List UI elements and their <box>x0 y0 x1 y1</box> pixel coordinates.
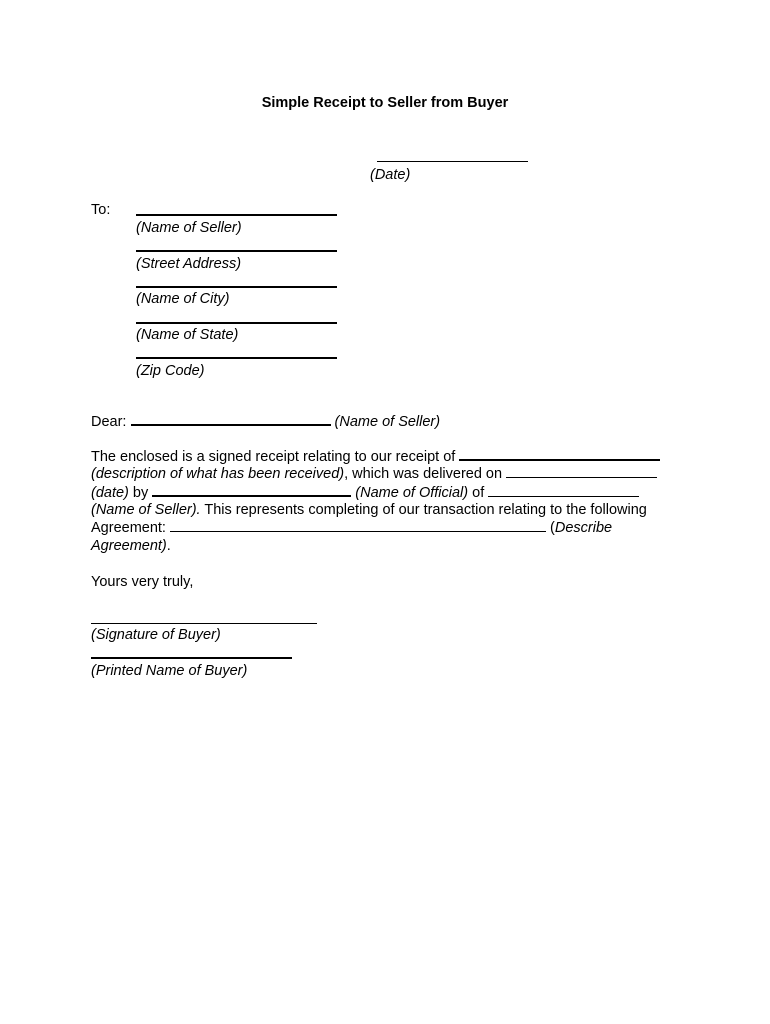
printed-name-caption: (Printed Name of Buyer) <box>91 663 248 679</box>
body-line-4 <box>91 501 691 519</box>
street-address-caption: (Street Address) <box>136 256 242 272</box>
official-caption: (Name of Official) <box>355 485 469 501</box>
official-blank <box>152 483 351 497</box>
body-text-1: The enclosed is a signed receipt relating to our receipt of <box>91 449 456 465</box>
closing: Yours very truly, <box>91 574 194 590</box>
of-text: of <box>468 485 485 501</box>
to-label: To: <box>91 202 111 218</box>
state-caption: (Name of State) <box>136 327 239 343</box>
zip-line <box>136 357 337 359</box>
agreement-blank <box>170 519 546 532</box>
dear-label: Dear: <box>91 414 127 430</box>
signature-line <box>91 623 317 624</box>
seller-italic-caption: (Name of Seller). <box>91 502 201 518</box>
date-caption: (Date) <box>370 167 411 183</box>
city-line <box>136 286 337 288</box>
agreement-label: Agreement: <box>91 520 166 536</box>
of-blank <box>488 484 639 497</box>
paren-open: ( <box>546 520 555 536</box>
city-caption: (Name of City) <box>136 291 230 307</box>
body-line-3 <box>91 483 691 502</box>
dear-blank <box>131 412 331 426</box>
describe-caption: Describe <box>554 520 613 536</box>
dear-caption: (Name of Seller) <box>334 414 441 430</box>
body-text-4: This represents completing of our transaction relating to the following <box>200 502 647 518</box>
received-description-caption: (description of what has been received) <box>91 466 345 482</box>
received-blank <box>459 447 660 461</box>
document-title: Simple Receipt to Seller from Buyer <box>261 95 509 111</box>
body-text-2: , which was delivered on <box>344 466 503 482</box>
agreement-italic-caption: Agreement) <box>91 538 167 554</box>
body-line-1 <box>91 447 691 466</box>
by-text: by <box>128 485 149 501</box>
date-line <box>377 161 528 162</box>
street-address-line <box>136 250 337 252</box>
seller-name-caption: (Name of Seller) <box>136 220 242 236</box>
seller-name-line <box>136 214 337 216</box>
printed-name-line <box>91 657 292 659</box>
date-italic-caption: (date) <box>91 485 129 501</box>
signature-caption: (Signature of Buyer) <box>91 627 221 643</box>
state-line <box>136 322 337 324</box>
zip-caption: (Zip Code) <box>136 363 205 379</box>
body-line-5 <box>91 519 691 537</box>
body-line-2 <box>91 465 691 483</box>
body-line-6 <box>91 537 691 555</box>
salutation <box>91 412 691 431</box>
body-end: . <box>166 538 171 554</box>
delivered-date-blank <box>506 465 657 478</box>
